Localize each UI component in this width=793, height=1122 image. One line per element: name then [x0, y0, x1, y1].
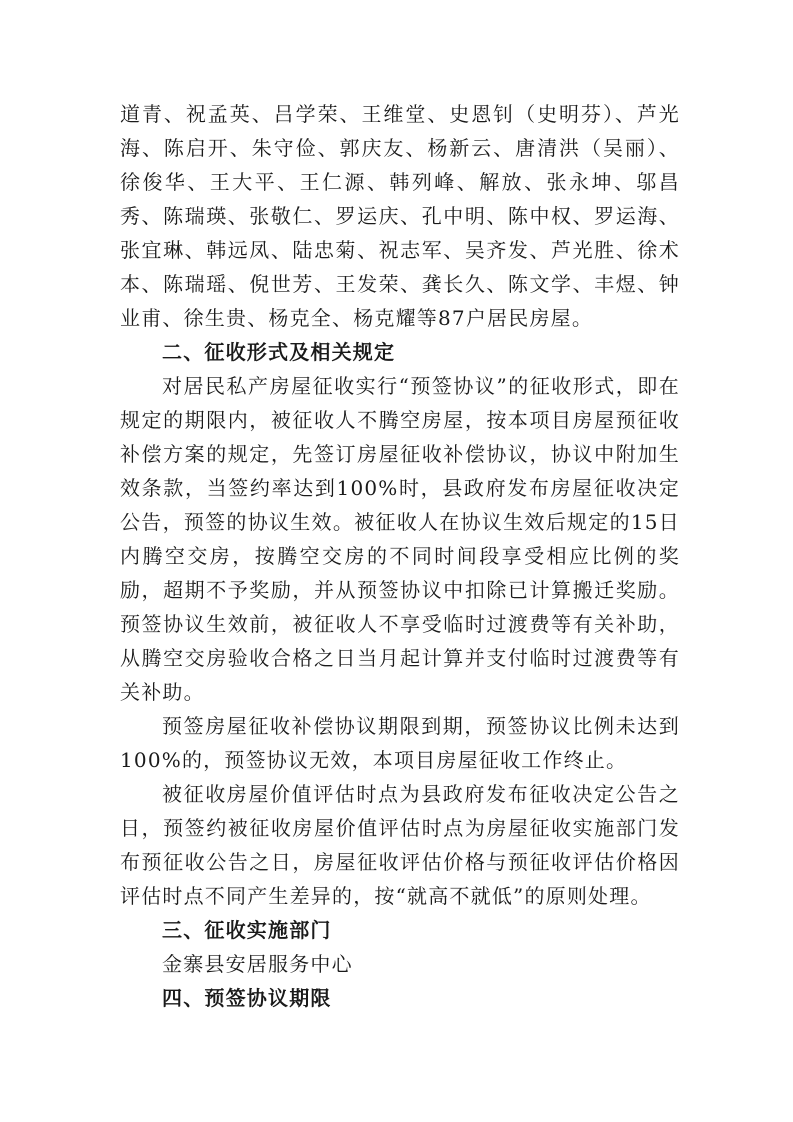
- document-body: [120, 97, 680, 1015]
- implementing-department-paragraph: 金寨县安居服务中心: [162, 952, 353, 976]
- section-heading-expropriation-form: 二、征收形式及相关规定: [162, 340, 396, 364]
- section-heading-agreement-period: 四、预签协议期限: [162, 986, 332, 1010]
- expropriation-form-paragraph: 对居民私产房屋征收实行“预签协议”的征收形式，即在规定的期限内，被征收人不腾空房屋，按本项目房屋预征收补偿方案的规定，先签订房屋征收补偿协议，协议中附加生效条款，当签约率达到100%时，县政府发布房屋征收决定公告，预签的协议生效。被征收人在协议生效后规定的15日内腾空交房，按腾空交房的不同时间段享受相应比例的奖励，超期不予奖励，并从预签协议中扣除已计算搬迁奖励。预签协议生效前，被征收人不享受临时过渡费等有关补助，从腾空交房验收合格之日当月起计算并支付临时过渡费等有关补助。: [120, 374, 680, 704]
- resident-names-paragraph: 道青、祝孟英、吕学荣、王维堂、史恩钊（史明芬）、芦光海、陈启开、朱守俭、郭庆友、杨新云、唐清洪（吴丽）、徐俊华、王大平、王仁源、韩列峰、解放、张永坤、邬昌秀、陈瑞瑛、张敬仁、罗运庆、孔中明、陈中权、罗运海、张宜琳、韩远凤、陆忠菊、祝志军、吴齐发、芦光胜、徐术本、陈瑞瑶、倪世芳、王发荣、龚长久、陈文学、丰煜、钟业甫、徐生贵、杨克全、杨克耀等87户居民房屋。: [120, 102, 680, 330]
- agreement-expiry-paragraph: 预签房屋征收补偿协议期限到期，预签协议比例未达到100%的，预签协议无效，本项目房屋征收工作终止。: [120, 714, 680, 772]
- valuation-paragraph: 被征收房屋价值评估时点为县政府发布征收决定公告之日，预签约被征收房屋价值评估时点为房屋征收实施部门发布预征收公告之日，房屋征收评估价格与预征收评估价格因评估时点不同产生差异的，按“就高不就低”的原则处理。: [120, 782, 680, 908]
- section-heading-implementing-department: 三、征收实施部门: [162, 918, 332, 942]
